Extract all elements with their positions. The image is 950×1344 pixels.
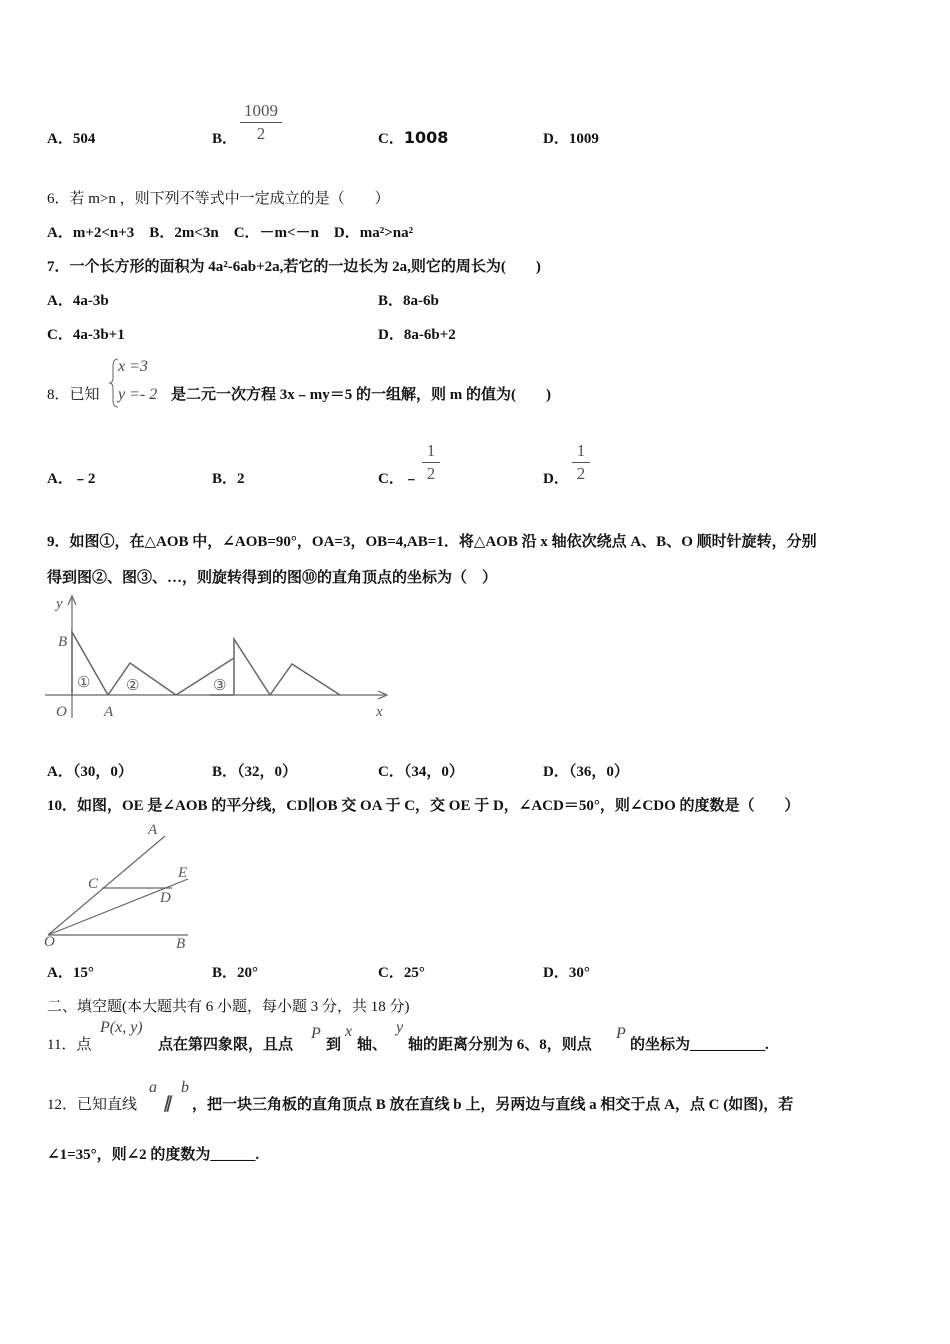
q7-option-b: B．8a-6b — [378, 293, 439, 309]
point-d-label: D — [160, 890, 171, 906]
q11-text-6: 的坐标为__________. — [630, 1037, 769, 1053]
fraction-bar — [572, 462, 590, 463]
q9-option-d: D．（36，0） — [543, 764, 629, 780]
q12-text-line2: ∠1=35°，则∠2 的度数为______. — [47, 1147, 260, 1163]
point-b-label: B — [176, 936, 186, 952]
q11-math-p: P — [311, 1025, 321, 1042]
triangle-4 — [270, 664, 340, 695]
equation-line-1: x =3 — [118, 358, 148, 375]
q8-option-b: B．2 — [212, 471, 245, 487]
q7-option-a: A．4a-3b — [47, 293, 109, 309]
q11-text-2: 点在第四象限，且点 — [158, 1037, 294, 1053]
q11-text-3: 到 — [326, 1037, 342, 1053]
point-a-label: A — [148, 822, 158, 838]
fraction-bar — [422, 462, 440, 463]
fraction-denominator: 2 — [256, 124, 266, 143]
q10-option-d: D．30° — [543, 965, 590, 981]
q10-option-c: C．25° — [378, 965, 425, 981]
figure-1-label: ① — [77, 675, 91, 691]
q8-option-d-label: D． — [543, 471, 569, 487]
equation-line-2: y =- 2 — [118, 386, 158, 403]
point-b-label: B — [58, 634, 68, 650]
option-value: 1009 — [568, 131, 599, 147]
fraction-denominator: 2 — [576, 464, 586, 483]
q11-text-4: 轴、 — [357, 1037, 388, 1053]
point-a-label: A — [104, 704, 114, 720]
figure-2-label: ② — [126, 678, 140, 694]
q9-option-a: A．（30，0） — [47, 764, 133, 780]
q11-text-5: 轴的距离分别为 6、8，则点 — [408, 1037, 592, 1053]
option-label: A． — [47, 131, 73, 147]
q8-option-a: A．﹣2 — [47, 471, 96, 487]
q7-option-c: C．4a-3b+1 — [47, 327, 125, 343]
option-value: 504 — [72, 131, 96, 147]
option-label: C． — [378, 131, 404, 147]
q8-equation-system — [108, 356, 170, 410]
q8-option-c-fraction — [422, 441, 440, 484]
x-axis-label: x — [376, 704, 383, 720]
q5-option-a — [47, 127, 95, 148]
q11-math-x: x — [345, 1023, 353, 1040]
fraction-numerator: 1 — [576, 441, 586, 460]
q11-math-point: P(x, y) — [100, 1019, 143, 1036]
q5-option-c — [378, 127, 448, 148]
q9-figure — [40, 590, 400, 722]
q12-math-a: a — [149, 1079, 157, 1096]
q6-stem: 6．若 m>n ，则下列不等式中一定成立的是（ ） — [47, 191, 390, 207]
q11-math-p-2: P — [616, 1025, 626, 1042]
q9-stem-line1: 9．如图①，在△AOB 中，∠AOB=90°，OA=3，OB=4,AB=1．将△AOB 沿 x 轴依次绕点 A、B、O 顺时针旋转，分别 — [47, 534, 817, 550]
q11-text-1: 11．点 — [47, 1037, 92, 1053]
q8-prefix: 8．已知 — [47, 387, 100, 403]
option-label: D． — [543, 131, 569, 147]
q8-option-d-fraction — [572, 441, 590, 484]
point-o-label: O — [56, 704, 67, 720]
q12-math-parallel: ∥ — [163, 1095, 171, 1112]
q5-option-d — [543, 127, 599, 148]
q8-option-c-label: C．﹣ — [378, 471, 419, 487]
q10-figure — [40, 818, 210, 953]
point-c-label: C — [88, 876, 99, 892]
q5-option-b-fraction — [240, 101, 282, 144]
q9-option-b: B．（32，0） — [212, 764, 298, 780]
fraction-numerator: 1 — [426, 441, 436, 460]
q5-option-b-label: B． — [212, 131, 238, 147]
q12-text-2: ，把一块三角板的直角顶点 B 放在直线 b 上，另两边与直线 a 相交于点 A，点 C (如图)，若 — [192, 1097, 794, 1113]
q7-stem: 7．一个长方形的面积为 4a²-6ab+2a,若它的一边长为 2a,则它的周长为( ) — [47, 259, 541, 275]
section-2-heading: 二、填空题(本大题共有 6 小题，每小题 3 分，共 18 分) — [47, 999, 410, 1015]
q12-text-1: 12．已知直线 — [47, 1097, 138, 1113]
q6-options: A．m+2<n+3 B．2m<3n C．－m<－n D．ma²>na² — [47, 225, 414, 241]
q12-math-b: b — [181, 1079, 189, 1096]
q9-stem-line2: 得到图②、图③、…，则旋转得到的图⑩的直角顶点的坐标为（ ） — [47, 570, 498, 586]
q7-option-d: D．8a-6b+2 — [378, 327, 456, 343]
q11-math-y: y — [396, 1019, 404, 1036]
q10-stem: 10．如图，OE 是∠AOB 的平分线，CD∥OB 交 OA 于 C，交 OE 于 D，∠ACD＝50°，则∠CDO 的度数是（ ） — [47, 798, 800, 814]
fraction-denominator: 2 — [426, 464, 436, 483]
q9-option-c: C．（34，0） — [378, 764, 464, 780]
fraction-bar — [240, 122, 282, 123]
fraction-numerator: 1009 — [244, 101, 278, 120]
figure-3-label: ③ — [213, 678, 227, 694]
point-e-label: E — [178, 865, 188, 881]
q10-option-a: A．15° — [47, 965, 94, 981]
option-value: 1008 — [403, 128, 449, 147]
ray-oa — [48, 836, 165, 935]
y-axis-label: y — [56, 596, 63, 612]
point-o-label: O — [44, 934, 55, 950]
q10-option-b: B．20° — [212, 965, 259, 981]
q8-suffix: 是二元一次方程 3x﹣my＝5 的一组解，则 m 的值为( ) — [171, 387, 551, 403]
triangle-2 — [108, 663, 176, 695]
